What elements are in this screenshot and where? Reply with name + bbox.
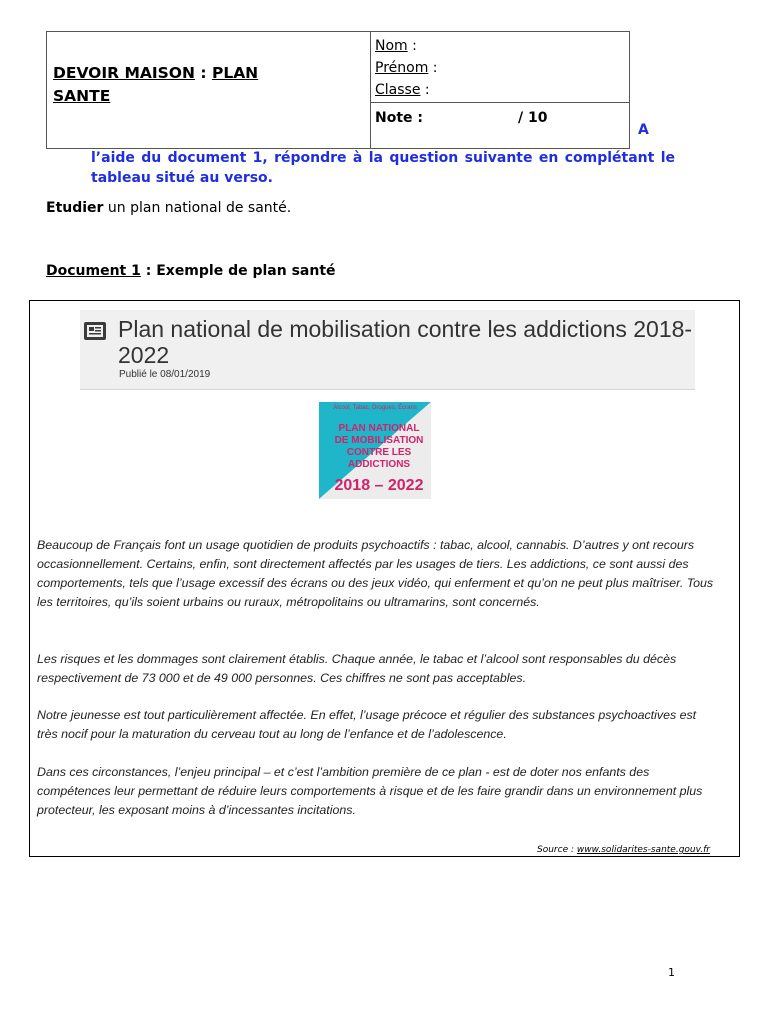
cover-title: PLAN NATIONAL DE MOBILISATION CONTRE LES ADDICTIONS: [334, 423, 424, 470]
question-rest: un plan national de santé.: [103, 200, 292, 216]
colon: :: [428, 60, 438, 76]
cover-tag: Alcool, Tabac, Drogues, Écrans: [333, 405, 417, 411]
table-divider: [370, 32, 371, 148]
cover-years: 2018 – 2022: [334, 477, 424, 494]
student-fields: [375, 35, 438, 101]
page-number: 1: [668, 966, 675, 979]
document-heading: [46, 263, 336, 279]
colon: :: [420, 82, 430, 98]
assignment-title: [53, 62, 353, 108]
title-part: SANTE: [53, 87, 111, 105]
colon: :: [407, 38, 417, 54]
classe-label: Classe: [375, 82, 421, 98]
note-field: [375, 110, 548, 126]
title-part: PLAN: [211, 64, 259, 82]
paragraph: Beaucoup de Français font un usage quotidien de produits psychoactifs : tabac, alcool, cannabis. D’autres y ont recours occasionnellement. Certains, enfin, sont directement affectés par les usages de tiers. Les addictions, ce sont aussi des comportements, tels que l’usage excessif des écrans ou des jeux vidéo, qui enferment et qu’on ne peut plus maîtriser. Tous les territoires, qu’ils soient urbains ou ruraux, métropolitains ou ultramarins, sont concernés.: [37, 538, 714, 609]
newspaper-icon: [83, 321, 107, 341]
question-verb: Etudier: [46, 200, 104, 216]
paragraph: Les risques et les dommages sont clairement établis. Chaque année, le tabac et l’alcool sont responsables du décès respectivement de 73 000 et de 49 000 personnes. Ces chiffres ne sont pas acceptables.: [37, 652, 677, 685]
classe-field: [375, 79, 438, 101]
note-label: Note :: [375, 110, 423, 126]
header-table: [46, 31, 630, 149]
nom-label: Nom: [375, 38, 408, 54]
document-heading-rest: : Exemple de plan santé: [140, 263, 336, 279]
title-part: DEVOIR MAISON: [53, 64, 195, 82]
table-divider: [370, 102, 629, 103]
instruction-text: l’aide du document 1, répondre à la question suivante en complétant le tableau situé au verso.: [91, 150, 675, 186]
title-sep: :: [194, 64, 212, 82]
source-link[interactable]: www.solidarites-sante.gouv.fr: [576, 845, 710, 855]
note-score: / 10: [518, 110, 548, 126]
paragraph: Dans ces circonstances, l’enjeu principal – et c’est l’ambition première de ce plan - est de doter nos enfants des compétences leur permettant de réduire leurs comportements à risque et de les faire grandir dans un environnement plus protecteur, les exposant moins à d’incessantes incitations.: [37, 765, 703, 817]
instruction-first-word: A: [638, 122, 649, 138]
published-date: Publié le 08/01/2019: [119, 369, 211, 380]
document-heading-label: Document 1: [46, 263, 141, 279]
plan-cover-image: [319, 402, 431, 499]
prenom-label: Prénom: [375, 60, 429, 76]
question-line: [46, 200, 291, 216]
source-label: Source :: [537, 845, 577, 855]
prenom-field: [375, 57, 438, 79]
nom-field: [375, 35, 438, 57]
paragraph: Notre jeunesse est tout particulièrement affectée. En effet, l’usage précoce et régulier des substances psychoactives est très nocif pour la maturation du cerveau tout au long de l’enfance et de l’adolescence.: [37, 708, 697, 741]
plan-title: Plan national de mobilisation contre les addictions 2018-2022: [118, 316, 693, 368]
plan-banner: [80, 310, 695, 390]
source-citation: [537, 845, 710, 855]
